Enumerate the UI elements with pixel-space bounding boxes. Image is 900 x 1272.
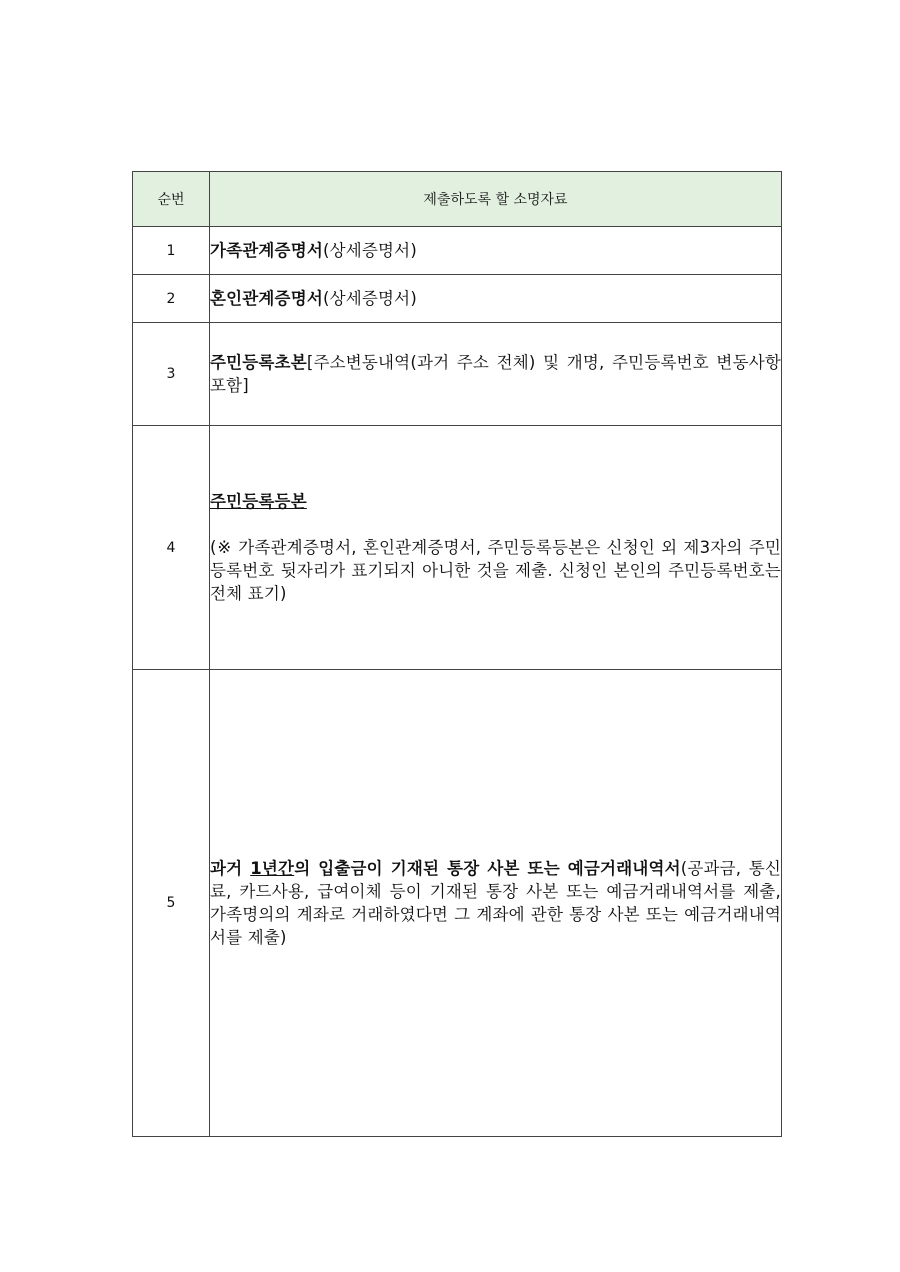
row-content	[210, 275, 782, 323]
document-detail: [주소변동내역(과거 주소 전체) 및 개명, 주민등록번호 변동사항 포함]	[210, 353, 781, 395]
header-documents: 제출하도록 할 소명자료	[210, 172, 782, 227]
row-content	[210, 323, 782, 426]
row-content	[210, 227, 782, 275]
documents-table	[132, 171, 782, 1137]
document-title: 가족관계증명서	[210, 241, 323, 260]
row-number: 2	[133, 275, 210, 323]
row-number: 3	[133, 323, 210, 426]
document-title-prefix: 과거	[210, 859, 251, 878]
table-row	[133, 670, 782, 1137]
document-title: 주민등록초본	[210, 353, 307, 372]
document-detail: (공과금, 통신료, 카드사용, 급여이체 등이 기재된 통장 사본 또는 예금거래내역서를 제출, 가족명의의 계좌로 거래하였다면 그 계좌에 관한 통장 사본 또는 예금거래내역서를 제출)	[210, 859, 781, 947]
spacer	[210, 513, 781, 536]
row-number: 1	[133, 227, 210, 275]
document-title: 혼인관계증명서	[210, 289, 323, 308]
document-detail: (상세증명서)	[322, 241, 417, 260]
document-title: 주민등록등본	[210, 492, 307, 511]
document-note: (※ 가족관계증명서, 혼인관계증명서, 주민등록등본은 신청인 외 제3자의 주민등록번호 뒷자리가 표기되지 아니한 것을 제출. 신청인 본인의 주민등록번호는 전체 표기)	[210, 538, 781, 603]
document-title-suffix: 의 입출금이 기재된 통장 사본 또는 예금거래내역서	[294, 859, 681, 878]
table-row	[133, 323, 782, 426]
header-number: 순번	[133, 172, 210, 227]
table-header-row	[133, 172, 782, 227]
table-row	[133, 275, 782, 323]
row-number: 5	[133, 670, 210, 1137]
document-detail: (상세증명서)	[322, 289, 417, 308]
document-title-underlined: 1년간	[250, 859, 295, 878]
row-content	[210, 670, 782, 1137]
table-row	[133, 426, 782, 670]
row-content	[210, 426, 782, 670]
row-number: 4	[133, 426, 210, 670]
table-row	[133, 227, 782, 275]
